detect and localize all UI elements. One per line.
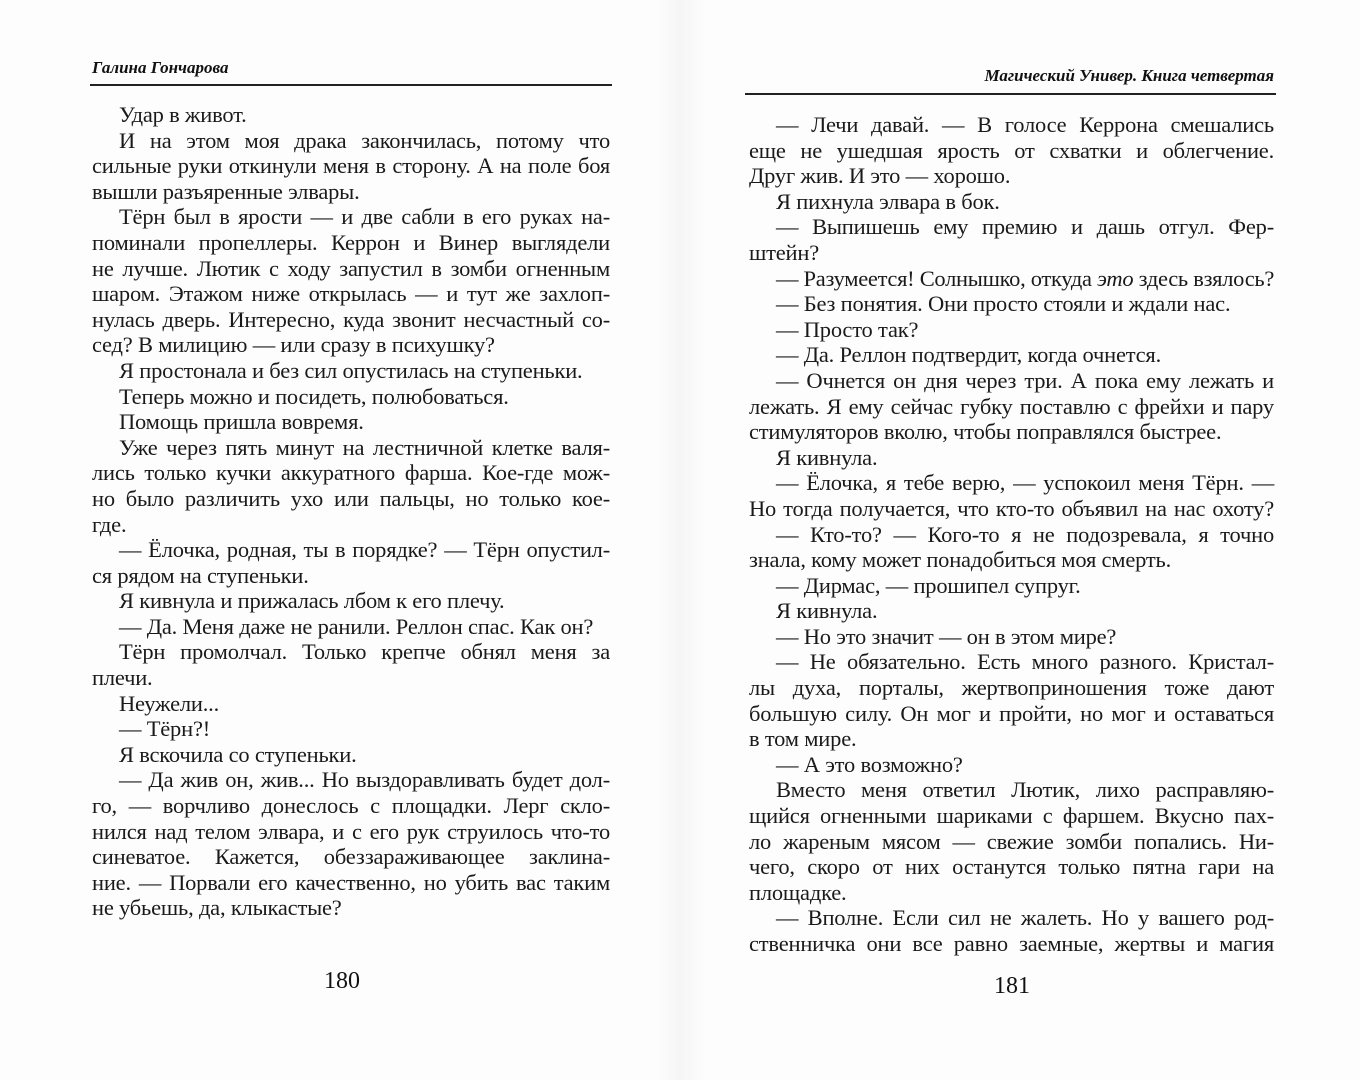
text-line [749,138,1274,164]
text-line [92,895,610,921]
line-text: поминали пропеллеры. Керрон и Винер выглядели [92,229,610,255]
line-text: — Просто так? [776,316,919,342]
text-line [92,793,610,819]
line-text: но было различить ухо или пальцы, но только кое- [92,485,610,511]
text-line [92,870,610,896]
text-line [749,854,1274,880]
line-text: лежать. Я ему сейчас губку поставлю с фрейхи и пару [749,393,1274,419]
line-text: нился над телом элвара, и с его рук струилось что-то [92,818,610,844]
text-line [749,777,1274,803]
text-line [92,588,610,614]
line-text: Я простонала и без сил опустилась на ступеньки. [119,357,583,383]
text-line [749,419,1274,445]
line-text: ственничка они все равно заемные, жертвы и магия [749,931,1274,956]
line-text: Вместо меня ответил Лютик, лихо расправляю- [776,777,1274,803]
line-text: чего, скоро от них останутся только пятна гари на [749,854,1274,880]
line-text: Тёрн был в ярости — и две сабли в его руках на- [119,204,610,230]
text-line [749,649,1274,675]
text-line [749,726,1274,752]
line-text: — А это возможно? [776,751,963,777]
line-text: еще не ушедшая ярость от схватки и облегчение. [749,137,1274,163]
line-text: ся рядом на ступеньки. [92,562,309,588]
text-line [749,266,1274,292]
text-line [749,547,1274,573]
text-line [92,614,610,640]
line-text: щийся огненными шариками с фаршем. Вкусно пах- [749,803,1274,829]
text-line [92,384,610,410]
text-line [92,512,610,538]
line-text: Но тогда получается, что кто-то объявил на нас охоту? [749,495,1274,521]
page-body-text [749,112,1274,957]
running-head-author: Галина Гончарова [92,58,229,77]
line-text: — Без понятия. Они просто стояли и ждали нас. [776,291,1231,317]
text-line [92,691,610,717]
text-line [92,358,610,384]
line-text: — Не обязательно. Есть много разного. Кристал- [776,649,1274,675]
text-line [92,128,610,154]
line-text: Я кивнула и прижалась лбом к его плечу. [119,588,505,614]
page-body-text [92,102,610,921]
text-line [749,598,1274,624]
text-line [92,563,610,589]
line-text: Помощь пришла вовремя. [119,409,364,435]
page-number: 180 [324,968,360,994]
line-text: — Но это значит — он в этом мире? [776,623,1117,649]
text-line [749,880,1274,906]
line-text: — Вполне. Если сил не жалеть. Но у вашего род- [776,905,1274,931]
line-text: штейн? [749,239,820,265]
line-text: И на этом моя драка закончилась, потому что [119,127,610,153]
text-line [92,716,610,742]
line-text: — Ёлочка, я тебе верю, — успокоил меня Тёрн. — [776,470,1274,496]
line-text: нулась дверь. Интересно, куда звонит несчастный со- [92,306,610,332]
text-line [92,409,610,435]
text-line [92,435,610,461]
line-text: вышли разъяренные элвары. [92,178,360,204]
line-text: знала, кому может понадобиться моя смерть. [749,547,1172,573]
text-line [92,153,610,179]
text-line [749,752,1274,778]
text-line [749,291,1274,317]
text-line [749,803,1274,829]
text-line [749,829,1274,855]
text-line [92,204,610,230]
line-text: ние. — Порвали его качественно, но убить вас таким [92,869,610,895]
text-line [749,342,1274,368]
line-text: Я кивнула. [776,598,878,624]
line-text: — Выпишешь ему премию и дашь отгул. Фер- [776,214,1274,240]
line-text: Я пихнула элвара в бок. [776,188,1000,214]
line-text: Тёрн промолчал. Только крепче обнял меня за [119,639,610,665]
text-line [92,102,610,128]
text-line [749,163,1274,189]
text-line [749,214,1274,240]
right-page [680,0,1360,1080]
line-text: — Разумеется! Солнышко, откуда [776,265,1098,291]
emphasized-word: это [1097,265,1134,291]
text-line [92,844,610,870]
text-line [92,742,610,768]
line-text: площадке. [749,879,847,905]
line-text: плечи. [92,665,153,691]
text-line [92,179,610,205]
text-line [92,460,610,486]
line-text: го, — ворчливо донеслось с площадки. Лерг скло- [92,793,610,819]
text-line [92,819,610,845]
line-text: — Ёлочка, родная, ты в порядке? — Тёрн опустил- [119,537,610,563]
header-rule [745,93,1276,95]
line-text: — Да жив он, жив... Но выздоравливать будет дол- [119,767,610,793]
line-text: лы духа, порталы, жертвоприношения тоже дают [749,675,1274,701]
line-text: — Тёрн?! [119,716,211,742]
text-line [92,537,610,563]
line-text: сильные руки откинули меня в сторону. А на поле боя [92,153,610,179]
text-line [92,230,610,256]
line-text: лись только кучки аккуратного фарша. Кое-где мож- [92,460,610,486]
line-text: — Кто-то? — Кого-то я не подозревала, я точно [776,521,1274,547]
text-line [749,470,1274,496]
line-text: Уже через пять минут на лестничной клетке валя- [119,434,610,460]
line-text: в том мире. [749,726,857,752]
text-line [749,905,1274,931]
line-text: где. [92,511,127,537]
text-line [749,931,1274,957]
text-line [749,112,1274,138]
text-line [92,256,610,282]
text-line [749,394,1274,420]
page-number: 181 [994,973,1030,999]
line-text: не убьешь, да, клыкастые? [92,895,342,921]
line-text: шаром. Этажом ниже открылась — и тут же захлоп- [92,281,610,307]
text-line [92,281,610,307]
line-text: Неужели... [119,690,220,716]
text-line [749,317,1274,343]
text-line [749,522,1274,548]
line-text: — Дирмас, — прошипел супруг. [776,572,1081,598]
text-line [92,486,610,512]
line-text: — Да. Меня даже не ранили. Реллон спас. Как он? [119,613,594,639]
text-line [92,332,610,358]
line-text: ло жареным мясом — свежие зомби попались. Ни- [749,828,1274,854]
text-line [749,496,1274,522]
line-text: Теперь можно и посидеть, полюбоваться. [119,383,509,409]
line-text: Удар в живот. [119,102,247,127]
line-text: Друг жив. И это — хорошо. [749,163,1011,189]
header-rule [90,84,612,86]
text-line [749,624,1274,650]
text-line [92,639,610,665]
line-text: не лучше. Лютик с ходу запустил в зомби огненным [92,255,610,281]
line-text: Я вскочила со ступеньки. [119,741,357,767]
text-line [749,189,1274,215]
line-text: стимуляторов вколю, чтобы поправлялся быстрее. [749,419,1222,445]
line-text: здесь взялось? [1133,265,1275,291]
line-text: — Лечи давай. — В голосе Керрона смешались [776,112,1274,137]
text-line [92,767,610,793]
line-text: — Очнется он дня через три. А пока ему лежать и [776,367,1274,393]
text-line [749,240,1274,266]
line-text: большую силу. Он мог и пройти, но мог и оставаться [749,700,1274,726]
text-line [749,445,1274,471]
text-line [92,665,610,691]
line-text: синеватое. Кажется, обеззараживающее заклина- [92,844,610,870]
text-line [749,701,1274,727]
text-line [749,675,1274,701]
text-line [749,368,1274,394]
line-text: Я кивнула. [776,444,878,470]
line-text: сед? В милицию — или сразу в психушку? [92,332,495,358]
running-head-title: Магический Универ. Книга четвертая [984,66,1274,85]
text-line [749,573,1274,599]
text-line [92,307,610,333]
line-text: — Да. Реллон подтвердит, когда очнется. [776,342,1162,368]
